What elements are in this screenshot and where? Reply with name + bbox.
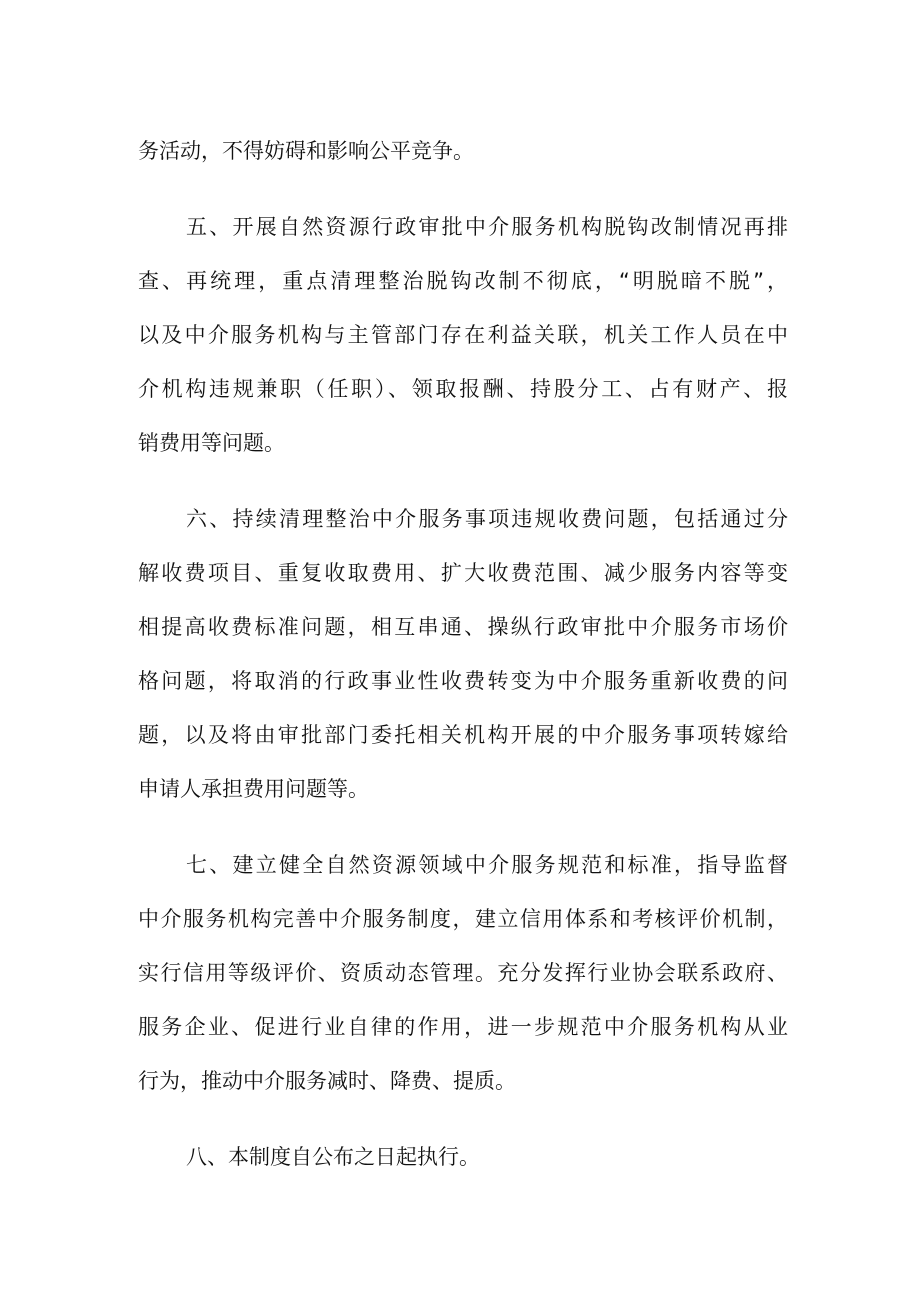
paragraph-item-6 xyxy=(138,492,788,816)
text-line: 八、本制度自公布之日起执行。 xyxy=(186,1145,480,1169)
text-line: 销费用等问题。 xyxy=(138,431,285,455)
text-line: 解收费项目、重复收取费用、扩大收费范围、减少服务内容等变 xyxy=(138,561,788,585)
text-line: 题，以及将由审批部门委托相关机构开展的中介服务事项转嫁给 xyxy=(138,723,788,747)
document-body xyxy=(138,124,788,1206)
text-line: 五、开展自然资源行政审批中介服务机构脱钩改制情况再排 xyxy=(186,215,788,239)
text-line: 介机构违规兼职（任职）、领取报酬、持股分工、占有财产、报 xyxy=(138,377,788,401)
text-line: 服务企业、促进行业自律的作用，进一步规范中介服务机构从业 xyxy=(138,1015,788,1039)
text-line: 七、建立健全自然资源领域中介服务规范和标准，指导监督 xyxy=(186,853,788,877)
paragraph-item-7 xyxy=(138,838,788,1108)
text-line: 查、再统理，重点清理整治脱钩改制不彻底，“明脱暗不脱”， xyxy=(138,269,788,293)
paragraph-item-5 xyxy=(138,200,788,470)
text-line: 以及中介服务机构与主管部门存在利益关联，机关工作人员在中 xyxy=(138,323,788,347)
text-line: 格问题，将取消的行政事业性收费转变为中介服务重新收费的问 xyxy=(138,669,788,693)
paragraph-item-8 xyxy=(138,1130,788,1184)
text-line: 申请人承担费用问题等。 xyxy=(138,777,369,801)
text-line: 六、持续清理整治中介服务事项违规收费问题，包括通过分 xyxy=(186,507,788,531)
paragraph-continuation xyxy=(138,124,788,178)
text-line: 实行信用等级评价、资质动态管理。充分发挥行业协会联系政府、 xyxy=(138,961,788,985)
text-line: 务活动，不得妨碍和影响公平竞争。 xyxy=(138,139,474,163)
text-line: 中介服务机构完善中介服务制度，建立信用体系和考核评价机制， xyxy=(138,907,788,931)
text-line: 行为，推动中介服务减时、降费、提质。 xyxy=(138,1069,516,1093)
text-line: 相提高收费标准问题，相互串通、操纵行政审批中介服务市场价 xyxy=(138,615,788,639)
